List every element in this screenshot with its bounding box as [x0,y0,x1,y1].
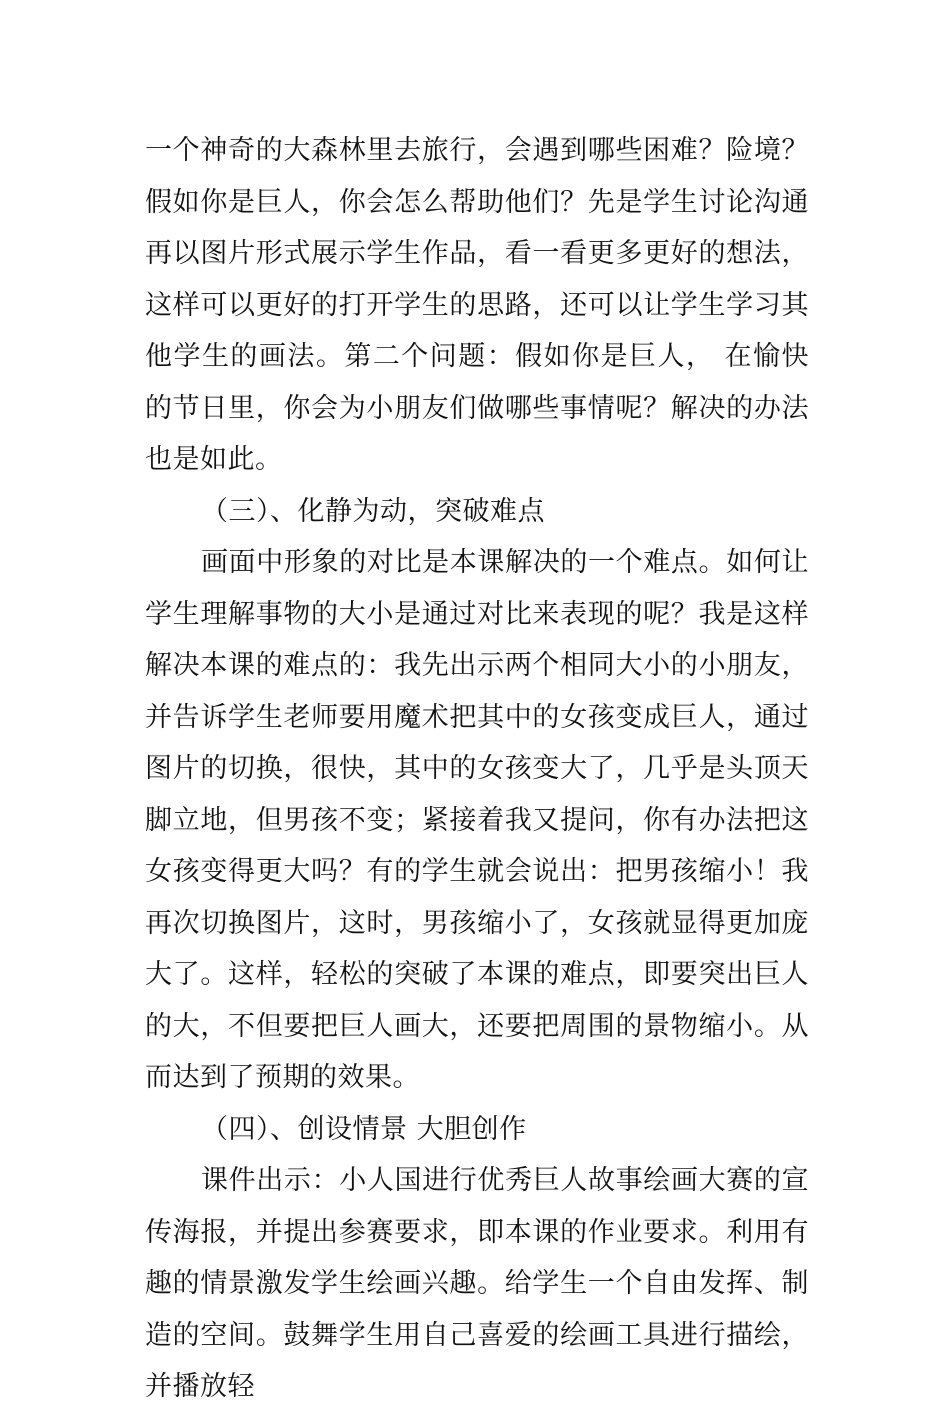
document-body [145,125,809,1413]
body-paragraph: 课件出示：小人国进行优秀巨人故事绘画大赛的宣传海报，并提出参赛要求，即本课的作业要求。利用有趣的情景激发学生绘画兴趣。给学生一个自由发挥、制造的空间。鼓舞学生用自己喜爱的绘画工具进行描绘，并播放轻 [145,1165,809,1402]
section-heading-3: （三）、化静为动，突破难点 [201,495,545,527]
section-heading-4: （四）、创设情景 大胆创作 [201,1113,527,1145]
body-paragraph: 画面中形象的对比是本课解决的一个难点。如何让学生理解事物的大小是通过对比来表现的呢？我是这样解决本课的难点的：我先出示两个相同大小的小朋友，并告诉学生老师要用魔术把其中的女孩变成巨人，通过图片的切换，很快，其中的女孩变大了，几乎是头顶天脚立地，但男孩不变；紧接着我又提问，你有办法把这女孩变得更大吗？有的学生就会说出：把男孩缩小！我再次切换图片，这时，男孩缩小了，女孩就显得更加庞大了。这样，轻松的突破了本课的难点，即要突出巨人的大，不但要把巨人画大，还要把周围的景物缩小。从而达到了预期的效果。 [145,547,809,1093]
continuation-paragraph: 一个神奇的大森林里去旅行，会遇到哪些困难？险境？假如你是巨人，你会怎么帮助他们？先是学生讨论沟通再以图片形式展示学生作品，看一看更多更好的想法，这样可以更好的打开学生的思路，还可以让学生学习其他学生的画法。第二个问题：假如你是巨人， 在愉快的节日里，你会为小朋友们做哪些事情呢？解决的办法也是如此。 [145,135,809,475]
